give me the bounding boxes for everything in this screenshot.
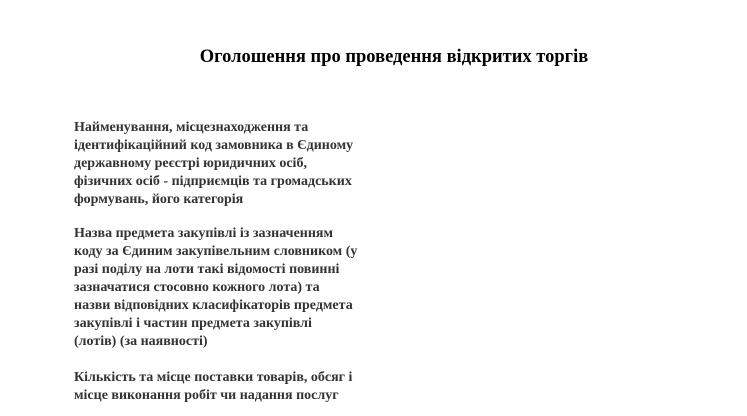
label-line: коду за Єдиним закупівельним словником (у: [74, 244, 358, 259]
section-delivery-quantity-label: [74, 369, 404, 405]
label-line: ідентифікаційний код замовника в Єдиному: [74, 138, 354, 153]
label-line: державному реєстрі юридичних осіб,: [74, 156, 307, 171]
label-line: фізичних осіб - підприємців та громадських: [74, 174, 352, 189]
label-line: Найменування, місцезнаходження та: [74, 120, 309, 135]
section-procurement-subject-label: [74, 225, 404, 351]
document-title: Оголошення про проведення відкритих торгів: [199, 47, 589, 67]
label-line: закупівлі і частин предмета закупівлі: [74, 316, 312, 331]
label-line: (лотів) (за наявності): [74, 334, 208, 349]
label-line: Кількість та місце поставки товарів, обсяг і: [74, 370, 353, 385]
label-line: Назва предмета закупівлі із зазначенням: [74, 226, 334, 241]
label-line: формувань, його категорія: [74, 192, 244, 207]
section-customer-info-label: [74, 119, 404, 209]
label-line: зазначатися стосовно кожного лота) та: [74, 280, 320, 295]
label-line: місце виконання робіт чи надання послуг: [74, 388, 339, 403]
label-line: разі поділу на лоти такі відомості повинні: [74, 262, 340, 277]
label-line: назви відповідних класифікаторів предмета: [74, 298, 353, 313]
